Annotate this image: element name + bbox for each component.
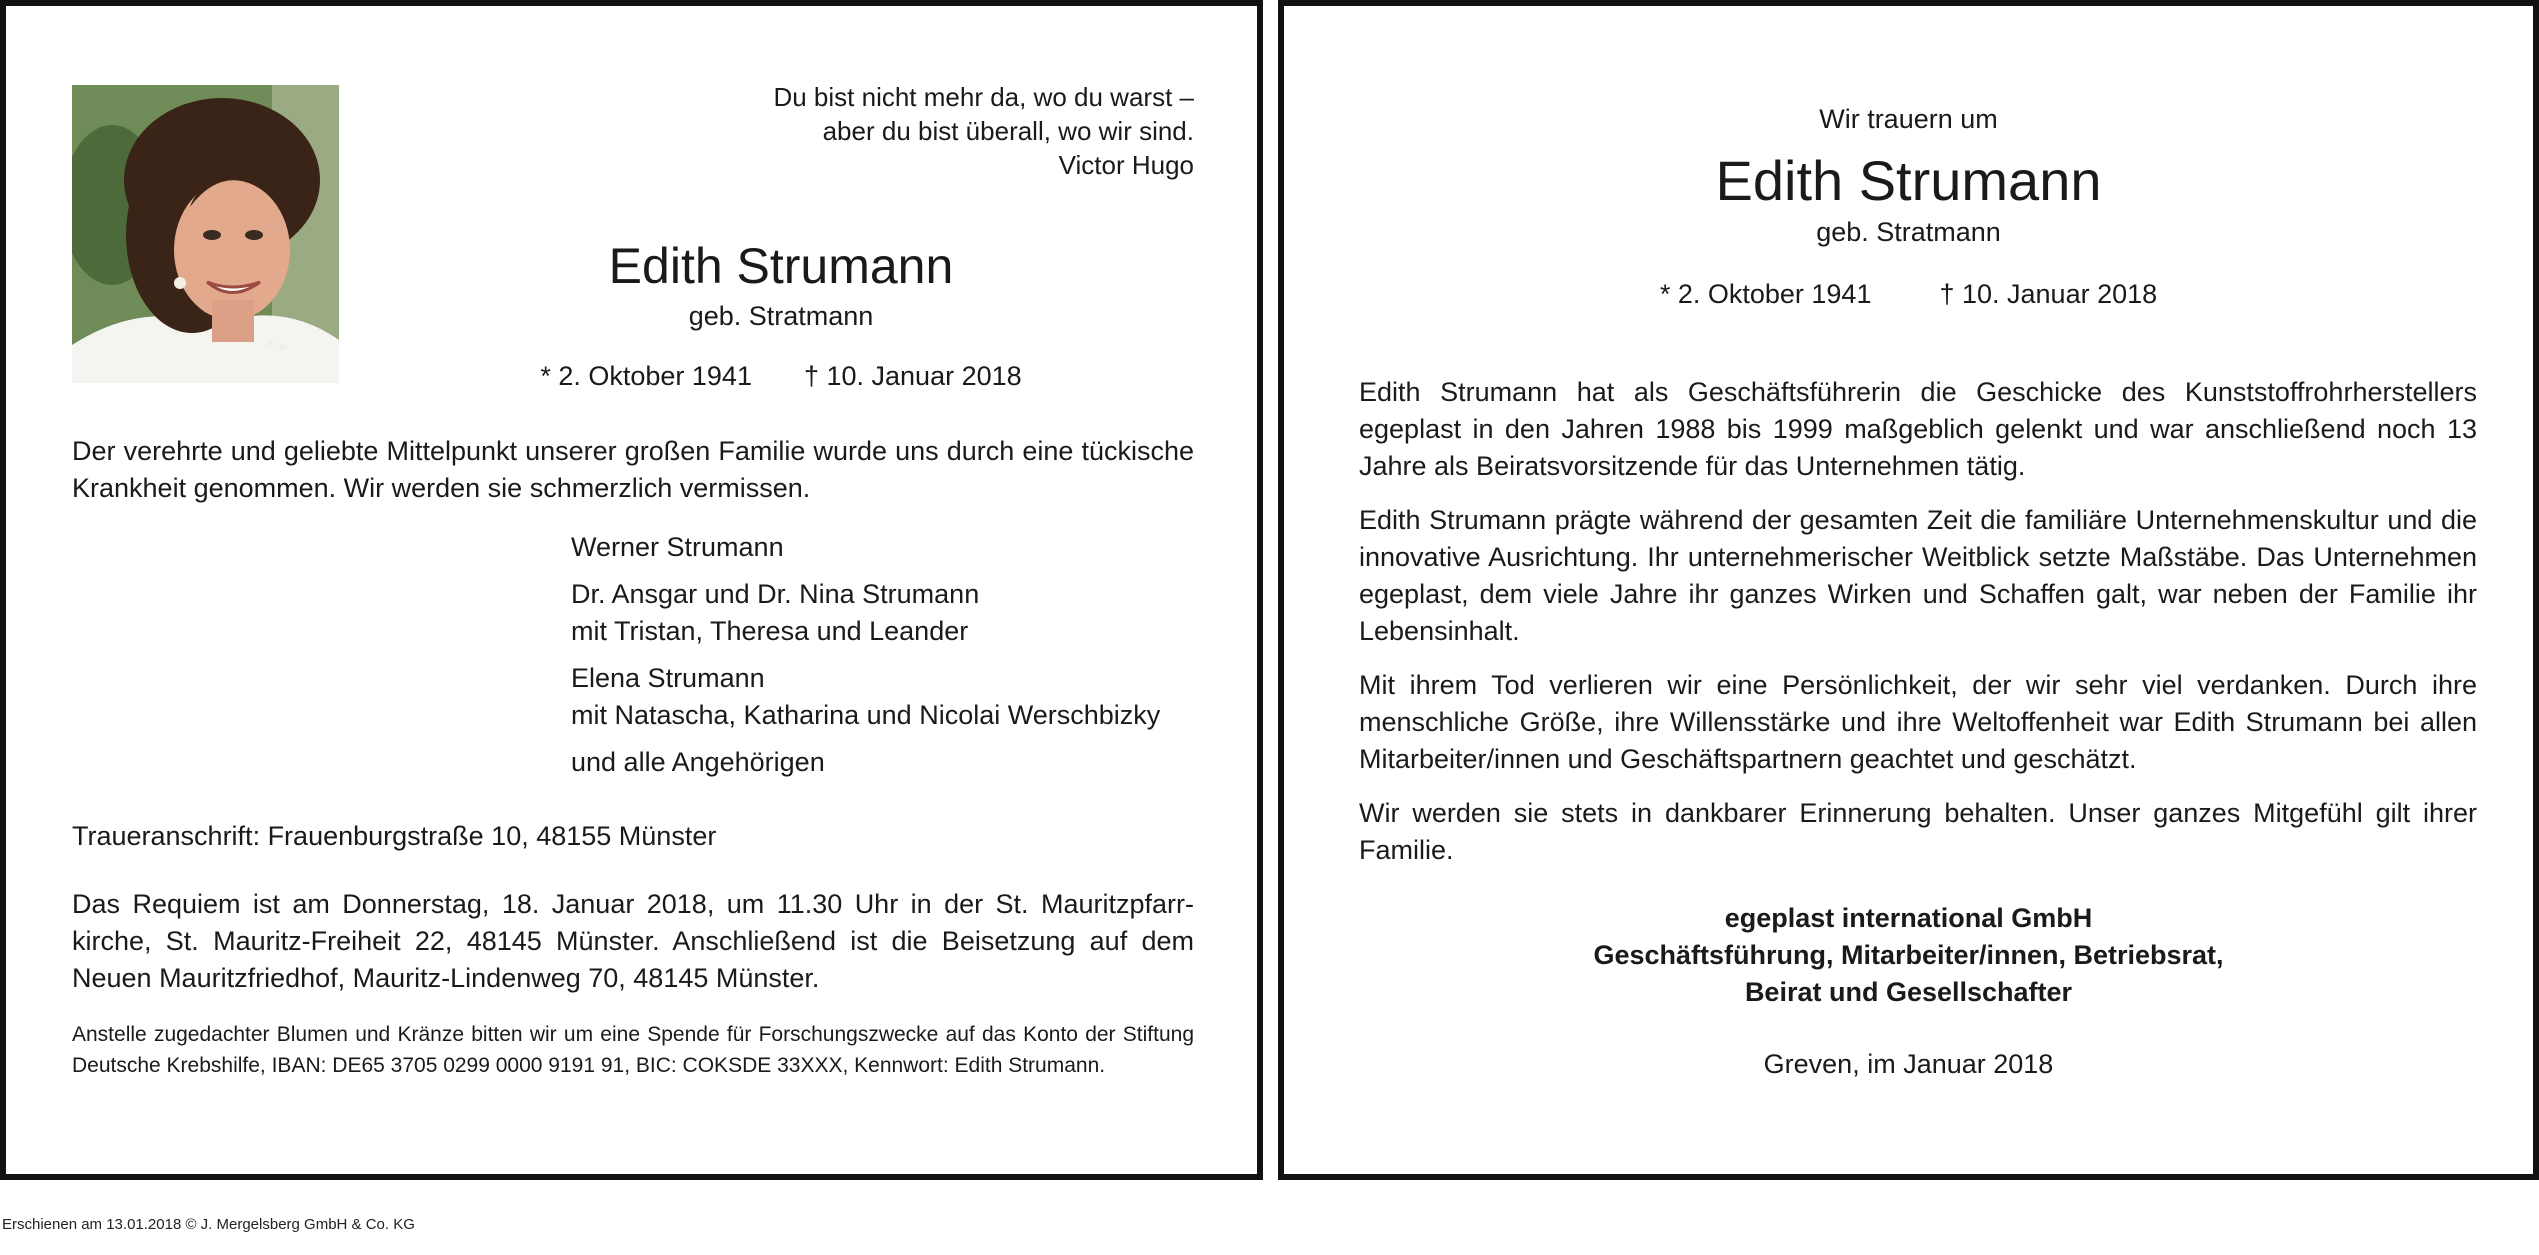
obituary-text: Der verehrte und geliebte Mittelpunkt unserer großen Familie wurde uns durch eine tückische Krankheit genommen. Wir werden sie schmerzlich vermissen. — [72, 436, 1194, 503]
quote-line-1: Du bist nicht mehr da, wo du warst – — [773, 82, 1194, 112]
mourners-list — [571, 529, 1211, 791]
quote — [606, 80, 1194, 182]
mourner-children: mit Tristan, Theresa und Leander — [571, 616, 969, 646]
mourning-address: Traueranschrift: Frauenburgstraße 10, 48155 Münster — [72, 821, 717, 851]
company-signature — [1284, 900, 2533, 1011]
company-board: Beirat und Gesellschafter — [1744, 977, 2073, 1007]
tribute-paragraph: Edith Strumann hat als Geschäftsführerin die Geschicke des Kunststoffrohrherstellers egeplast in den Jahren 1988 bis 1999 maßgeblich gelenkt und war anschließend noch 13 Jahre als Beiratsvorsitzende für das Unternehmen tätig. — [1359, 377, 2477, 481]
mourner-group — [571, 576, 1211, 650]
mourner-name: Dr. Ansgar und Dr. Nina Strumann — [571, 579, 980, 609]
donation-note: Anstelle zugedachter Blumen und Kränze bitten wir um eine Spende für Forschungszwecke auf das Konto der Stiftung Deutsche Krebshilfe, IBAN: DE65 3705 0299 0000 9191 91, BIC: COKSDE 33XXX, Kennwort: Edith Strumann. — [72, 1023, 1194, 1077]
requiem-info: Das Requiem ist am Donnerstag, 18. Januar 2018, um 11.30 Uhr in der St. Mauritzpfarrkirche, St. Mauritz-Freiheit 22, 48145 Münster. Anschließend ist die Beisetzung auf dem Neuen Mauritzfriedhof, Mauritz-Lindenweg 70, 48145 Münster. — [72, 889, 1194, 993]
tribute-text — [1359, 374, 2477, 886]
tribute-paragraph: Edith Strumann prägte während der gesamten Zeit die familiäre Unternehmenskultur und die innovative Ausrichtung. Ihr unternehmerischer Weitblick setzte Maßstäbe. Das Unternehmen egeplast, dem viele Jahre ihr ganzes Wirken und Schaffen galt, war neben der Familie ihr Lebensinhalt. — [1359, 505, 2477, 646]
place-date: Greven, im Januar 2018 — [1763, 1049, 2054, 1079]
birth-date: * 2. Oktober 1941 — [1659, 279, 1872, 309]
mourner-group — [571, 529, 1211, 566]
death-date: † 10. Januar 2018 — [1939, 279, 2158, 309]
mourner-name: Werner Strumann — [571, 532, 784, 562]
family-obituary — [0, 0, 1263, 1180]
portrait-photo — [72, 85, 339, 383]
company-name: egeplast international GmbH — [1724, 903, 2093, 933]
quote-line-2: aber du bist überall, wo wir sind. — [822, 116, 1194, 146]
intro-line: Wir trauern um — [1819, 104, 1998, 134]
mourner-children: mit Natascha, Katharina und Nicolai Werschbizky — [571, 700, 1161, 730]
quote-author: Victor Hugo — [1058, 150, 1194, 180]
life-dates — [1284, 276, 2533, 313]
tribute-paragraph: Mit ihrem Tod verlieren wir eine Persönlichkeit, der wir sehr viel verdanken. Durch ihre menschliche Größe, ihre Willensstärke und ihre Weltoffenheit war Edith Strumann bei allen Mitarbeiter/innen und Geschäftspartnern geachtet und geschätzt. — [1359, 670, 2477, 774]
publication-credit: Erschienen am 13.01.2018 © J. Mergelsberg GmbH & Co. KG — [2, 1216, 415, 1233]
deceased-name: Edith Strumann — [1715, 149, 2102, 212]
mourner-relatives: und alle Angehörigen — [571, 747, 825, 777]
mourner-group — [571, 660, 1211, 734]
death-date: † 10. Januar 2018 — [803, 361, 1022, 391]
birth-date: * 2. Oktober 1941 — [540, 361, 752, 391]
maiden-name: geb. Stratmann — [1816, 217, 2001, 247]
tribute-paragraph: Wir werden sie stets in dankbarer Erinnerung behalten. Unser ganzes Mitgefühl gilt ihrer Familie. — [1359, 798, 2477, 865]
company-groups: Geschäftsführung, Mitarbeiter/innen, Betriebsrat, — [1593, 940, 2224, 970]
deceased-name: Edith Strumann — [608, 238, 954, 294]
company-obituary — [1278, 0, 2539, 1180]
mourner-group — [571, 744, 1211, 781]
life-dates — [306, 358, 1256, 395]
mourner-name: Elena Strumann — [571, 663, 765, 693]
portrait-illustration — [72, 85, 339, 383]
maiden-name: geb. Stratmann — [688, 301, 874, 331]
